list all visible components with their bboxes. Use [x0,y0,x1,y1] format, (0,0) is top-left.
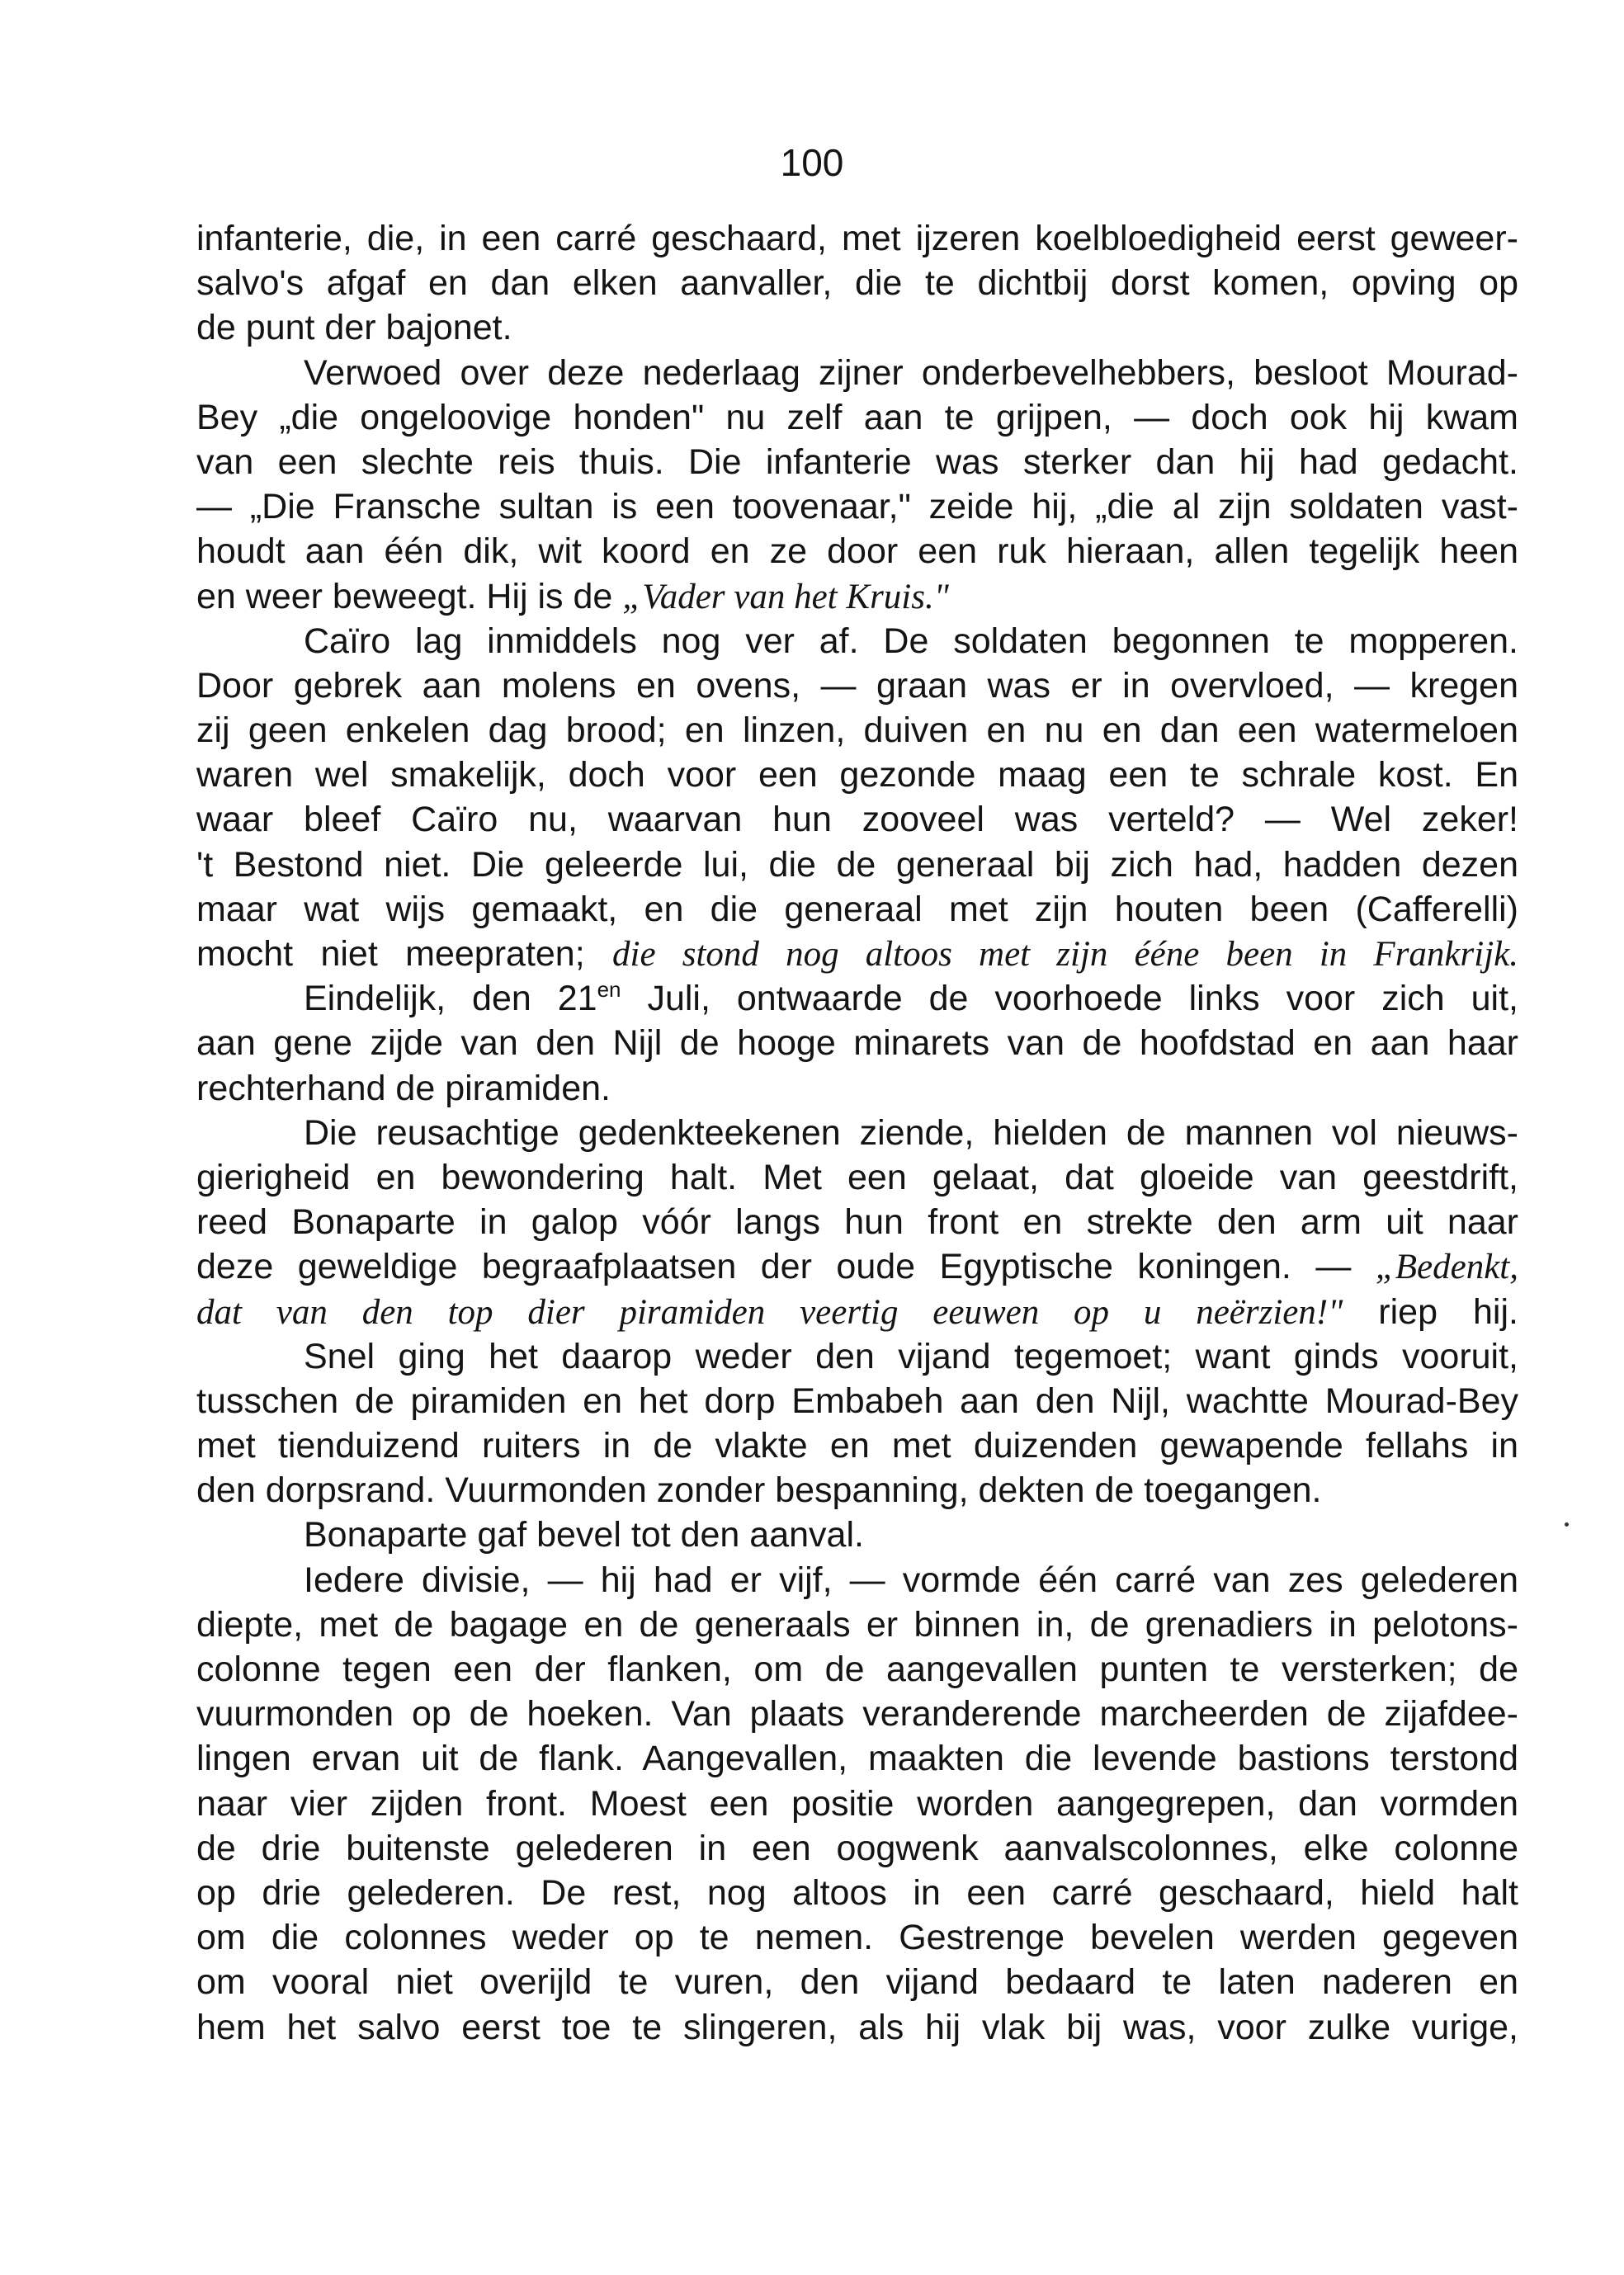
text-segment: Juli, ontwaarde de voorhoede links voor zich uit, [621,979,1518,1019]
text-line [196,261,1518,305]
text-segment: maar wat wijs gemaakt, en die generaal met zijn houten been (Cafferelli) [196,889,1518,929]
text-segment: Door gebrek aan molens en ovens, — graan was er in overvloed, — kregen [196,665,1518,706]
text-segment: om vooral niet overijld te vuren, den vijand bedaard te laten naderen en [196,1962,1518,2003]
text-line [196,1647,1518,1692]
text-segment: met tienduizend ruiters in de vlakte en met duizenden gewapende fellahs in [196,1426,1518,1466]
text-segment: lingen ervan uit de flank. Aangevallen, maakten die levende bastions terstond [196,1739,1518,1779]
text-segment: de punt der bajonet. [196,308,512,348]
text-line [196,440,1518,484]
text-segment: colonne tegen een der flanken, om de aangevallen punten te versterken; de [196,1650,1518,1689]
text-line [196,1871,1518,1915]
text-segment: — „Die Fransche sultan is een toovenaar," zeide hij, „die al zijn soldaten vast- [196,487,1518,527]
text-line [196,1244,1518,1289]
text-line [196,484,1518,529]
text-segment: om die colonnes weder op te nemen. Gestrenge bevelen werden gegeven [196,1918,1518,1958]
italic-text: dat van den top dier piramiden veertig eeuwen op u neërzien!" [196,1292,1343,1332]
text-segment: rechterhand de piramiden. [196,1068,611,1108]
text-line [196,1513,1518,1557]
text-line [196,1111,1518,1155]
text-segment: zij geen enkelen dag brood; en linzen, duiven en nu en dan een watermeloen [196,710,1518,751]
text-line [196,1915,1518,1960]
text-line [196,843,1518,887]
text-segment: reed Bonaparte in galop vóór langs hun front en strekte den arm uit naar [196,1202,1518,1243]
text-line [196,216,1518,261]
text-line [196,529,1518,573]
text-segment: Die reusachtige gedenkteekenen ziende, hielden de mannen vol nieuws- [304,1112,1518,1153]
margin-speck [1565,1522,1569,1527]
text-line [196,1558,1518,1602]
text-line [196,1290,1518,1334]
text-line [196,663,1518,708]
text-segment: infanterie, die, in een carré geschaard, met ijzeren koelbloedigheid eerst geweer- [196,219,1518,258]
text-line [196,351,1518,395]
text-line [196,1423,1518,1468]
text-segment: vuurmonden op de hoeken. Van plaats veranderende marcheerden de zijafdee- [196,1694,1518,1735]
text-segment: de drie buitenste gelederen in een oogwenk aanvalscolonnes, elke colonne [196,1828,1518,1868]
text-segment: 't Bestond niet. Die geleerde lui, die de generaal bij zich had, hadden dezen [196,844,1518,885]
text-line [196,1066,1518,1111]
text-line [196,1602,1518,1647]
italic-text: „Vader van het Kruis." [622,577,949,616]
text-line [196,395,1518,440]
text-line [196,1692,1518,1736]
text-segment: waar bleef Caïro nu, waarvan hun zooveel was verteld? — Wel zeker! [196,800,1518,840]
text-line [196,2005,1518,2050]
text-line [196,1960,1518,2004]
text-segment: riep hij. [1343,1291,1518,1332]
text-segment: diepte, met de bagage en de generaals er binnen in, de grenadiers in pelotons- [196,1604,1518,1645]
body-text [196,216,1518,2050]
italic-text: „Bedenkt, [1375,1248,1518,1287]
text-segment: tusschen de piramiden en het dorp Embabeh aan den Nijl, wachtte Mourad-Bey [196,1381,1518,1421]
text-line [196,887,1518,932]
text-segment: Verwoed over deze nederlaag zijner onderbevelhebbers, besloot Mourad- [304,352,1518,393]
text-segment: waren wel smakelijk, doch voor een gezonde maag een te schrale kost. En [196,755,1518,795]
text-line [196,1334,1518,1379]
text-line [196,305,1518,350]
text-line [196,1155,1518,1200]
text-line [196,1468,1518,1513]
text-line [196,708,1518,753]
text-line [196,1826,1518,1871]
text-line [196,1021,1518,1065]
text-segment: en weer beweegt. Hij is de [196,576,623,616]
text-segment: Iedere divisie, — hij had er vijf, — vormde één carré van zes gelederen [304,1560,1518,1600]
text-line [196,976,1518,1021]
superscript-text: en [597,977,621,1003]
text-segment: gierigheid en bewondering halt. Met een gelaat, dat gloeide van geestdrift, [196,1157,1518,1197]
text-line [196,1736,1518,1781]
text-line [196,1782,1518,1826]
text-segment: aan gene zijde van den Nijl de hooge minarets van de hoofdstad en aan haar [196,1023,1518,1064]
text-line [196,932,1518,976]
text-segment: op drie gelederen. De rest, nog altoos in een carré geschaard, hield halt [196,1872,1518,1913]
text-segment: mocht niet meepraten; [196,934,613,974]
text-segment: Bey „die ongeloovige honden" nu zelf aan te grijpen, — doch ook hij kwam [196,397,1518,437]
text-segment: Bonaparte gaf bevel tot den aanval. [304,1515,864,1555]
text-segment: Caïro lag inmiddels nog ver af. De soldaten begonnen te mopperen. [304,621,1518,661]
text-segment: Eindelijk, den 21 [304,979,597,1019]
text-segment: den dorpsrand. Vuurmonden zonder bespanning, dekten de toegangen. [196,1470,1322,1511]
text-line [196,619,1518,663]
text-line [196,797,1518,842]
text-segment: naar vier zijden front. Moest een positie worden aangegrepen, dan vormden [196,1783,1518,1824]
italic-text: die stond nog altoos met zijn ééne been in Frankrijk. [612,935,1518,974]
text-segment: houdt aan één dik, wit koord en ze door een ruk hieraan, allen tegelijk heen [196,531,1518,572]
text-segment: van een slechte reis thuis. Die infanterie was sterker dan hij had gedacht. [196,441,1518,482]
text-line [196,1200,1518,1244]
page-number: 100 [780,141,844,184]
text-segment: hem het salvo eerst toe te slingeren, als hij vlak bij was, voor zulke vurige, [196,2007,1518,2047]
text-line [196,1379,1518,1423]
text-segment: deze geweldige begraafplaatsen der oude Egyptische koningen. — [196,1247,1376,1287]
text-line [196,574,1518,619]
text-segment: Snel ging het daarop weder den vijand tegemoet; want ginds vooruit, [304,1336,1518,1376]
text-line [196,753,1518,797]
text-segment: salvo's afgaf en dan elken aanvaller, die te dichtbij dorst komen, opving op [196,263,1518,304]
